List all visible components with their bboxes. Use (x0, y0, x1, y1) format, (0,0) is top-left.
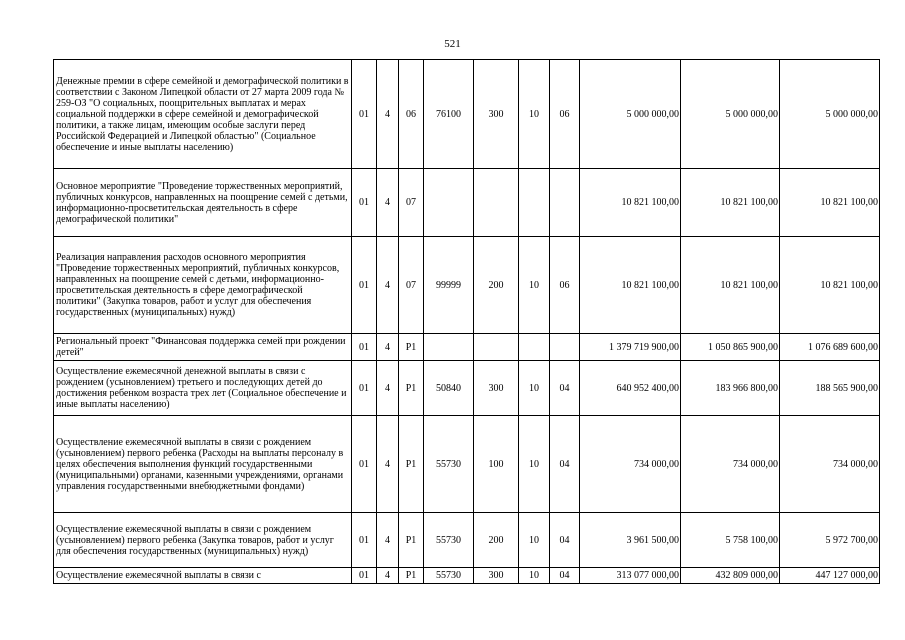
code-1-cell: 01 (352, 169, 377, 237)
code-2-cell: 4 (377, 60, 399, 169)
amount-2-cell: 432 809 000,00 (681, 568, 780, 584)
amount-3-cell: 5 972 700,00 (780, 513, 880, 568)
code-2-cell: 4 (377, 237, 399, 334)
code-5-cell: 200 (474, 237, 519, 334)
table-row (54, 361, 880, 416)
code-6-cell (519, 169, 550, 237)
code-5-cell: 300 (474, 568, 519, 584)
code-4-cell (424, 169, 474, 237)
amount-1-cell: 734 000,00 (580, 416, 681, 513)
amount-2-cell: 734 000,00 (681, 416, 780, 513)
amount-3-cell: 10 821 100,00 (780, 237, 880, 334)
code-5-cell (474, 334, 519, 361)
code-1-cell: 01 (352, 568, 377, 584)
amount-2-cell: 183 966 800,00 (681, 361, 780, 416)
row-description: Осуществление ежемесячной выплаты в связи с рождением (усыновлением) первого ребенка (Расходы на выплаты персоналу в целях обеспечения выполнения функций государственными (муниципальными) органами, казенными учреждениями, органами управления государственными внебюджетными фондами) (54, 416, 352, 513)
code-1-cell: 01 (352, 60, 377, 169)
row-description: Денежные премии в сфере семейной и демографической политики в соответствии с Законом Липецкой области от 27 марта 2009 года № 259-ОЗ "О социальных, поощрительных выплатах и мерах социальной поддержки в сфере семейной и демографической политики, а также лицам, имеющим особые заслуги перед Российской Федерацией и Липецкой областью" (Социальное обеспечение и иные выплаты населению) (54, 60, 352, 169)
code-1-cell: 01 (352, 237, 377, 334)
budget-table (53, 59, 880, 584)
code-6-cell: 10 (519, 361, 550, 416)
amount-1-cell: 1 379 719 900,00 (580, 334, 681, 361)
code-1-cell: 01 (352, 513, 377, 568)
code-7-cell: 04 (550, 361, 580, 416)
code-7-cell (550, 169, 580, 237)
amount-2-cell: 1 050 865 900,00 (681, 334, 780, 361)
code-6-cell: 10 (519, 568, 550, 584)
code-6-cell: 10 (519, 513, 550, 568)
amount-2-cell: 5 758 100,00 (681, 513, 780, 568)
amount-1-cell: 640 952 400,00 (580, 361, 681, 416)
code-3-cell: 06 (399, 60, 424, 169)
row-description: Осуществление ежемесячной выплаты в связи с рождением (усыновлением) первого ребенка (Закупка товаров, работ и услуг для обеспечения государственных (муниципальных) нужд) (54, 513, 352, 568)
code-3-cell: P1 (399, 361, 424, 416)
amount-2-cell: 5 000 000,00 (681, 60, 780, 169)
code-2-cell: 4 (377, 361, 399, 416)
amount-3-cell: 5 000 000,00 (780, 60, 880, 169)
code-4-cell (424, 334, 474, 361)
table-row (54, 169, 880, 237)
code-4-cell: 55730 (424, 416, 474, 513)
code-5-cell: 300 (474, 60, 519, 169)
code-7-cell: 04 (550, 568, 580, 584)
code-4-cell: 99999 (424, 237, 474, 334)
code-2-cell: 4 (377, 513, 399, 568)
code-4-cell: 55730 (424, 513, 474, 568)
code-3-cell: P1 (399, 513, 424, 568)
code-3-cell: P1 (399, 416, 424, 513)
row-description: Осуществление ежемесячной денежной выплаты в связи с рождением (усыновлением) третьего и последующих детей до достижения ребенком возраста трех лет (Социальное обеспечение и иные выплаты населению) (54, 361, 352, 416)
amount-2-cell: 10 821 100,00 (681, 237, 780, 334)
code-1-cell: 01 (352, 334, 377, 361)
row-description: Региональный проект "Финансовая поддержка семей при рождении детей" (54, 334, 352, 361)
code-5-cell: 200 (474, 513, 519, 568)
amount-1-cell: 5 000 000,00 (580, 60, 681, 169)
table-row (54, 334, 880, 361)
code-2-cell: 4 (377, 568, 399, 584)
amount-1-cell: 10 821 100,00 (580, 169, 681, 237)
code-1-cell: 01 (352, 416, 377, 513)
row-description: Основное мероприятие "Проведение торжественных мероприятий, публичных конкурсов, направленных на поощрение семей с детьми, информационно-просветительская деятельность в сфере демографической политики" (54, 169, 352, 237)
code-6-cell: 10 (519, 416, 550, 513)
code-6-cell: 10 (519, 60, 550, 169)
table-row (54, 416, 880, 513)
amount-3-cell: 734 000,00 (780, 416, 880, 513)
amount-1-cell: 10 821 100,00 (580, 237, 681, 334)
table-row (54, 513, 880, 568)
code-5-cell (474, 169, 519, 237)
table-row (54, 237, 880, 334)
code-7-cell: 06 (550, 60, 580, 169)
code-3-cell: P1 (399, 334, 424, 361)
amount-2-cell: 10 821 100,00 (681, 169, 780, 237)
code-1-cell: 01 (352, 361, 377, 416)
amount-3-cell: 10 821 100,00 (780, 169, 880, 237)
code-2-cell: 4 (377, 169, 399, 237)
code-3-cell: 07 (399, 169, 424, 237)
code-7-cell: 04 (550, 513, 580, 568)
amount-1-cell: 3 961 500,00 (580, 513, 681, 568)
amount-3-cell: 1 076 689 600,00 (780, 334, 880, 361)
table-row (54, 568, 880, 584)
amount-3-cell: 447 127 000,00 (780, 568, 880, 584)
code-3-cell: 07 (399, 237, 424, 334)
table-row (54, 60, 880, 169)
code-3-cell: P1 (399, 568, 424, 584)
code-7-cell (550, 334, 580, 361)
row-description: Осуществление ежемесячной выплаты в связи с (54, 568, 352, 584)
code-2-cell: 4 (377, 416, 399, 513)
page-number: 521 (444, 38, 461, 50)
code-6-cell: 10 (519, 237, 550, 334)
code-4-cell: 76100 (424, 60, 474, 169)
amount-1-cell: 313 077 000,00 (580, 568, 681, 584)
row-description: Реализация направления расходов основного мероприятия "Проведение торжественных мероприятий, публичных конкурсов, направленных на поощрение семей с детьми, информационно-просветительская деятельность в сфере демографической политики" (Закупка товаров, работ и услуг для обеспечения государственных (муниципальных) нужд) (54, 237, 352, 334)
code-4-cell: 55730 (424, 568, 474, 584)
code-5-cell: 300 (474, 361, 519, 416)
amount-3-cell: 188 565 900,00 (780, 361, 880, 416)
code-5-cell: 100 (474, 416, 519, 513)
code-7-cell: 06 (550, 237, 580, 334)
code-7-cell: 04 (550, 416, 580, 513)
code-2-cell: 4 (377, 334, 399, 361)
code-6-cell (519, 334, 550, 361)
code-4-cell: 50840 (424, 361, 474, 416)
